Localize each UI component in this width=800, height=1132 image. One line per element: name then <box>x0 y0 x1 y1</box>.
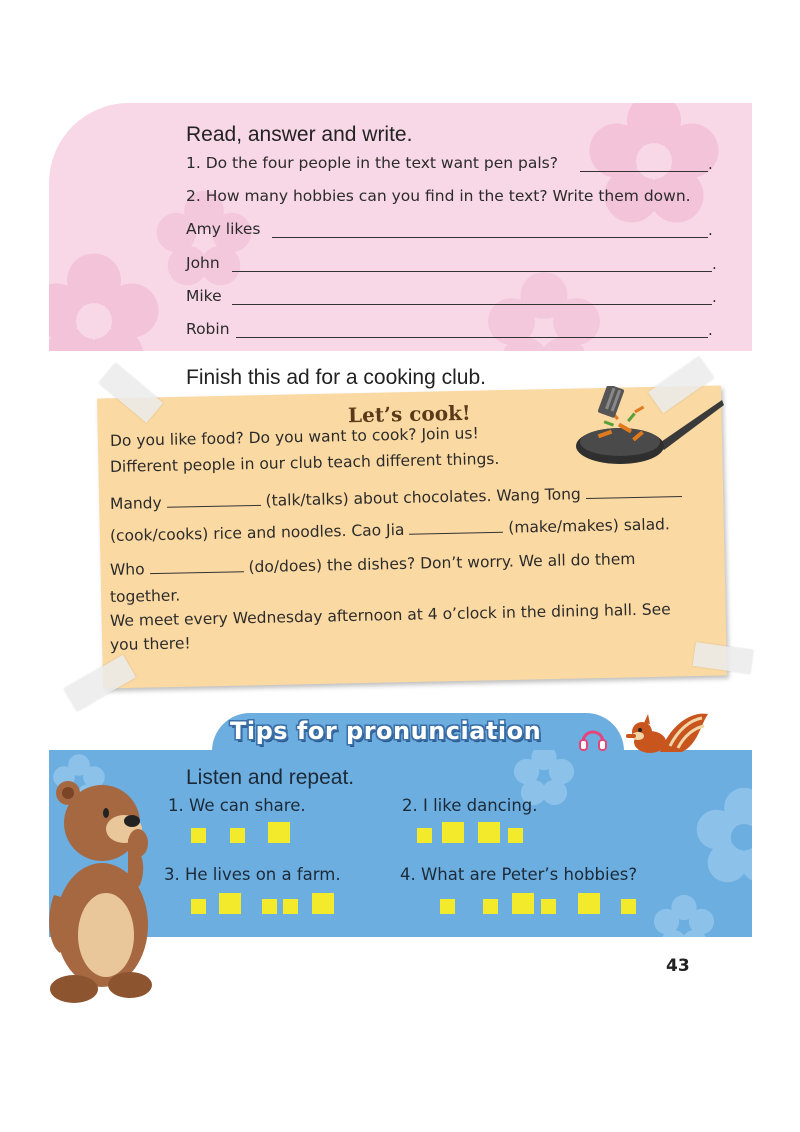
answer-label-robin: Robin <box>186 320 230 338</box>
ad-mandy-hint: (talk/talks) about chocolates. Wang Tong <box>265 485 581 510</box>
stress-square-small <box>191 899 206 914</box>
answer-label-mike: Mike <box>186 287 222 305</box>
flower-decoration-icon <box>649 890 719 937</box>
ad-who-hint: (do/does) the dishes? Don’t worry. We all do them <box>248 549 636 577</box>
period: . <box>708 221 713 239</box>
answer-line-amy[interactable] <box>272 237 708 238</box>
stress-square-small <box>230 828 245 843</box>
ad-meet-line-2: you there! <box>109 634 191 654</box>
pronunciation-item-2: 2. I like dancing. <box>402 796 538 815</box>
bear-mascot-icon <box>44 775 164 1007</box>
question-1: 1. Do the four people in the text want pen pals? <box>186 154 558 172</box>
stress-square-small <box>508 828 523 843</box>
ad-cao-hint: (make/makes) salad. <box>508 515 671 537</box>
stress-square-large <box>512 893 534 914</box>
ad-who-label: Who <box>109 560 145 579</box>
stress-square-small <box>191 828 206 843</box>
section-title-cooking-ad: Finish this ad for a cooking club. <box>186 366 486 389</box>
ad-heading: Let’s cook! <box>347 400 471 428</box>
section-title-listen-repeat: Listen and repeat. <box>186 766 355 789</box>
ad-line-1: Do you like food? Do you want to cook? Join us! <box>109 424 479 450</box>
pronunciation-item-3: 3. He lives on a farm. <box>164 865 341 884</box>
stress-square-small <box>541 899 556 914</box>
stress-square-small <box>483 899 498 914</box>
pronunciation-item-1: 1. We can share. <box>168 796 306 815</box>
stress-square-large <box>219 893 241 914</box>
period: . <box>712 255 717 273</box>
ad-together: together. <box>109 586 181 606</box>
stress-square-small <box>417 828 432 843</box>
period: . <box>712 288 717 306</box>
period: . <box>708 155 713 173</box>
blank-mandy[interactable] <box>167 505 261 508</box>
pronunciation-item-4: 4. What are Peter’s hobbies? <box>400 865 638 884</box>
stress-square-small <box>440 899 455 914</box>
answer-label-amy: Amy likes <box>186 220 261 238</box>
stress-square-small <box>262 899 277 914</box>
stress-square-large <box>442 822 464 843</box>
period: . <box>708 321 713 339</box>
ad-mandy-label: Mandy <box>109 493 162 513</box>
answer-line-1[interactable] <box>580 171 708 172</box>
ad-line-2: Different people in our club teach different things. <box>109 449 500 476</box>
headphones-icon[interactable] <box>578 724 608 752</box>
ad-meet-line-1: We meet every Wednesday afternoon at 4 o’clock in the dining hall. See <box>109 600 671 630</box>
answer-line-robin[interactable] <box>236 337 708 338</box>
stress-square-small <box>621 899 636 914</box>
flower-decoration-icon <box>689 780 752 890</box>
blank-cao-jia[interactable] <box>409 532 503 535</box>
answer-line-mike[interactable] <box>232 304 712 305</box>
blank-wang-tong[interactable] <box>586 496 682 499</box>
stress-square-large <box>478 822 500 843</box>
tips-title: Tips for pronunciation <box>230 717 542 745</box>
frying-pan-icon <box>574 386 724 478</box>
tape-decoration <box>64 655 136 712</box>
question-2: 2. How many hobbies can you find in the text? Write them down. <box>186 187 691 205</box>
answer-line-john[interactable] <box>232 271 712 272</box>
stress-square-large <box>578 893 600 914</box>
answer-label-john: John <box>186 254 220 272</box>
stress-square-large <box>312 893 334 914</box>
flower-decoration-icon <box>579 103 729 233</box>
squirrel-icon <box>620 706 710 756</box>
stress-square-small <box>283 899 298 914</box>
blank-who[interactable] <box>150 571 244 574</box>
ad-wang-hint: (cook/cooks) rice and noodles. Cao Jia <box>109 520 405 545</box>
section-title-read-answer: Read, answer and write. <box>186 123 413 146</box>
stress-square-large <box>268 822 290 843</box>
page-number: 43 <box>666 956 690 976</box>
